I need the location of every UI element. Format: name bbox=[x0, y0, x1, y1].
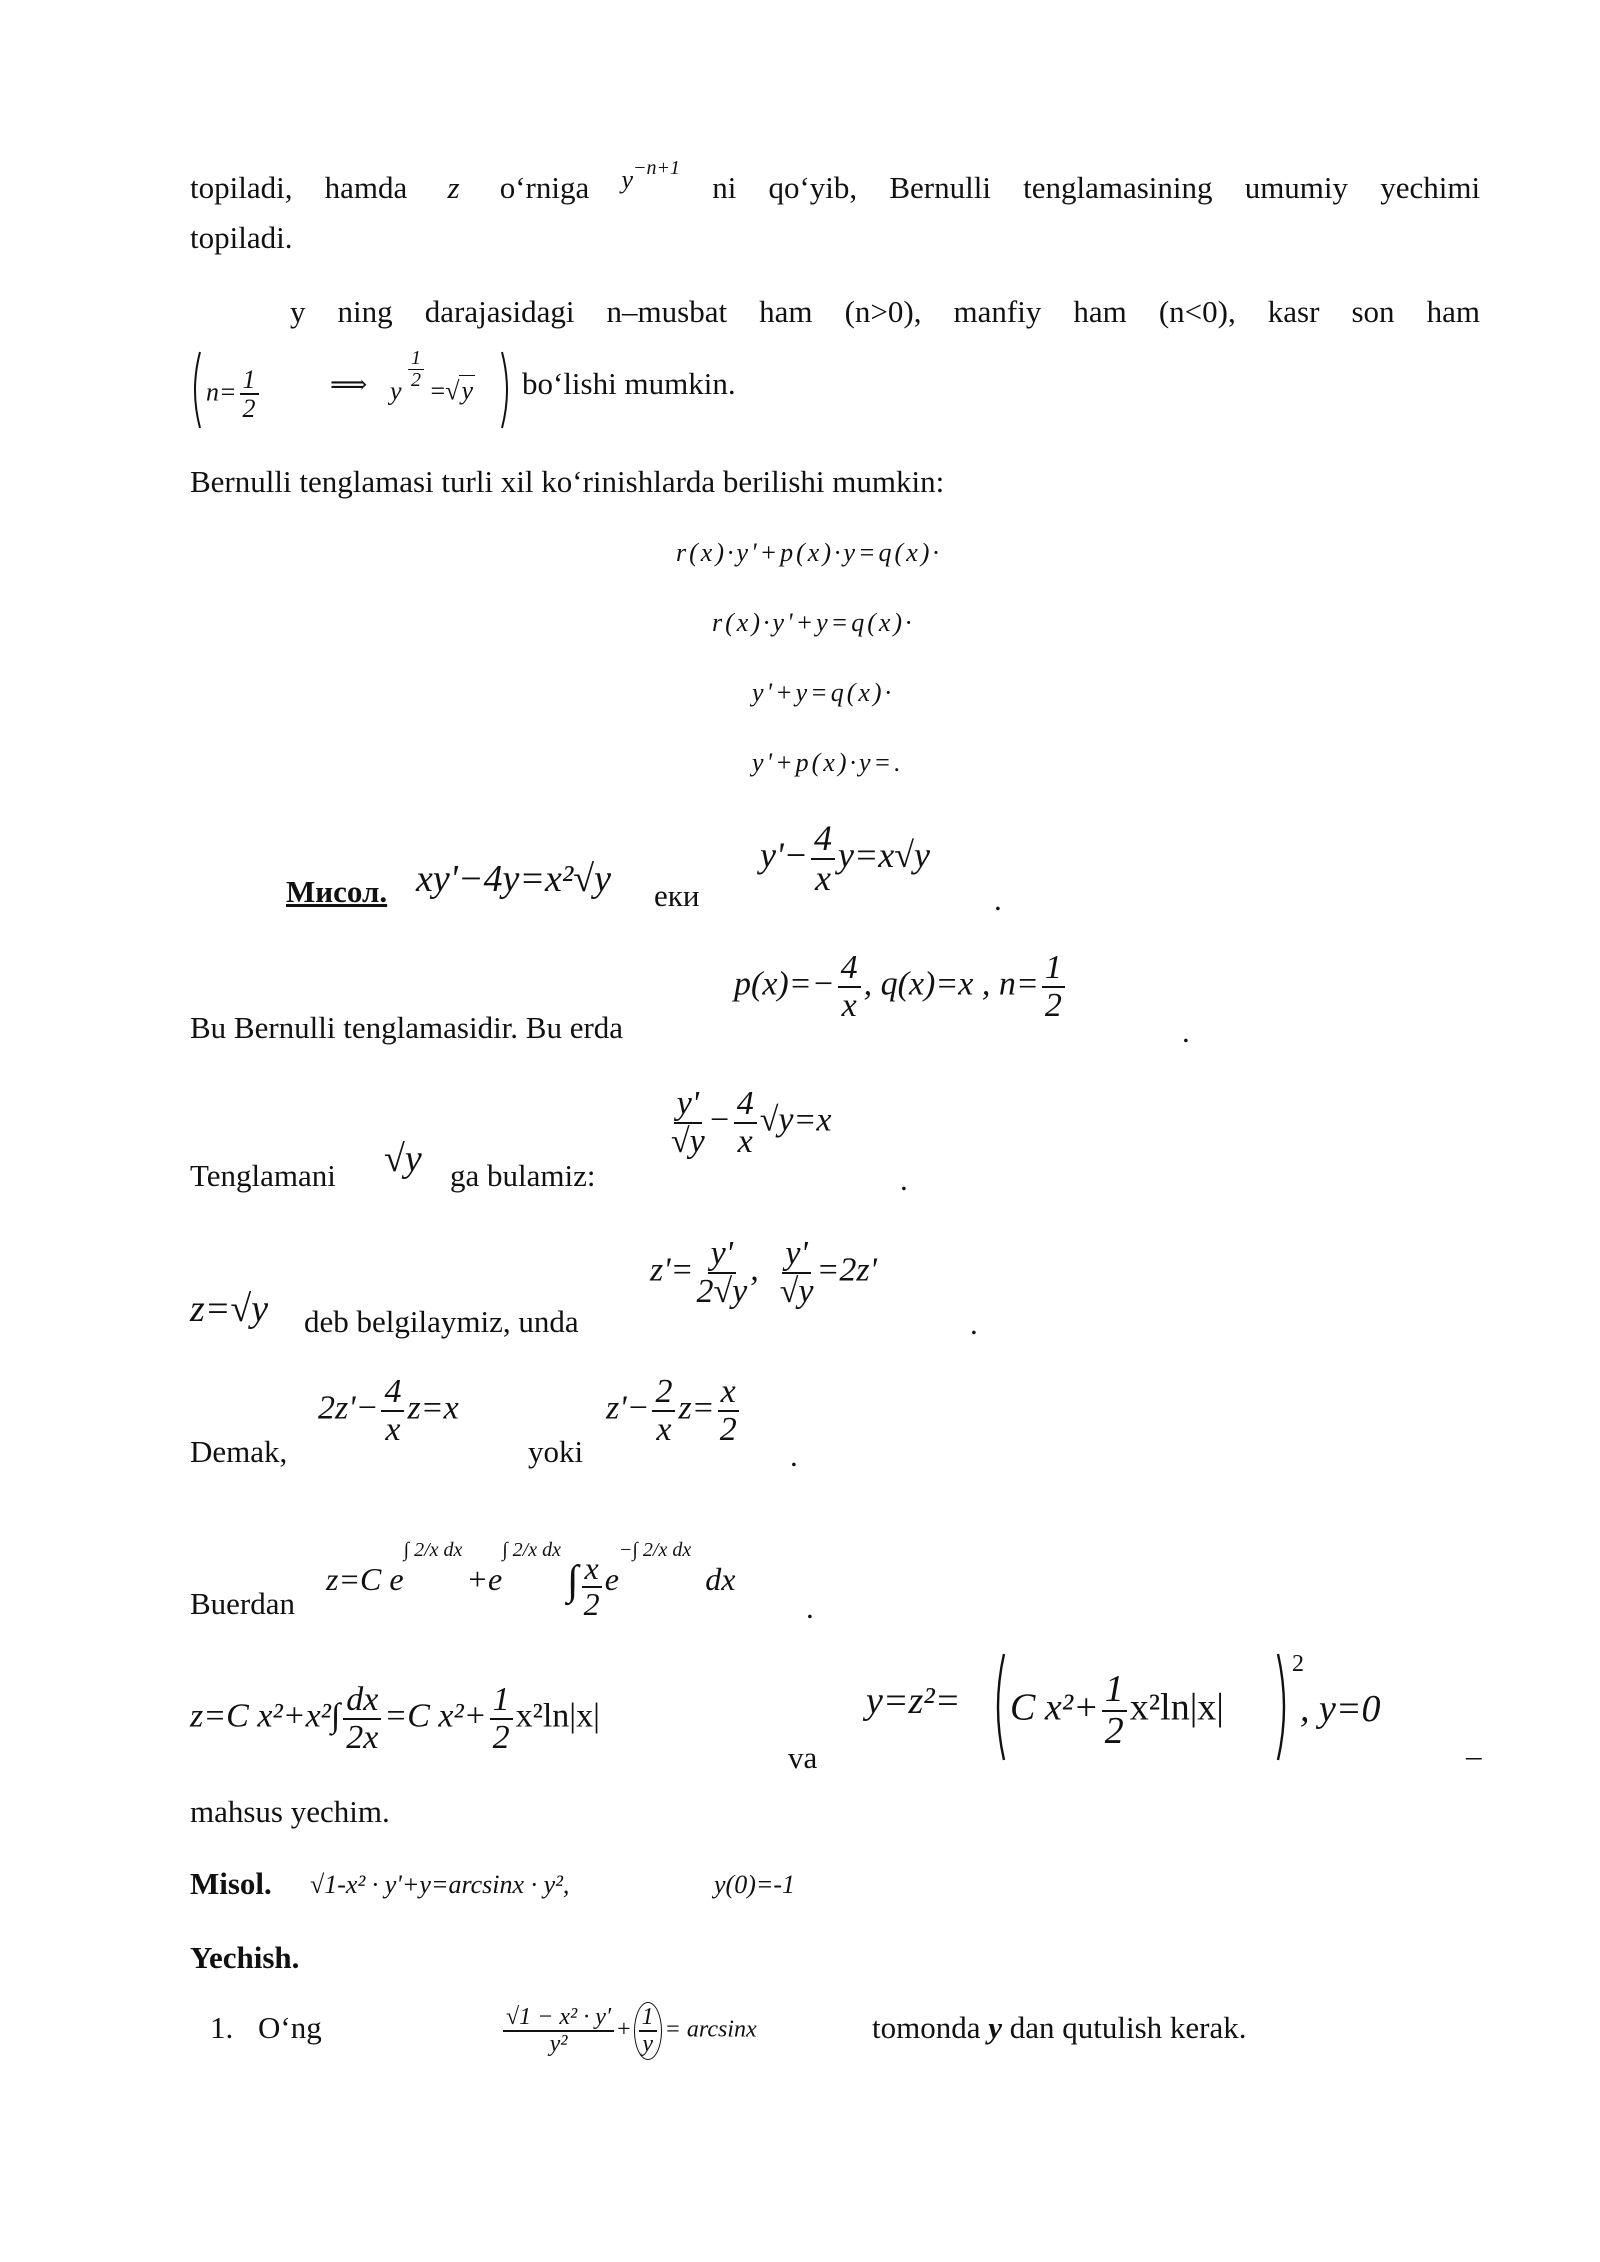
sub-f1-den: 2√y bbox=[696, 1272, 748, 1310]
form-3: y'+y=q(x)· bbox=[752, 678, 895, 707]
yechish-heading: Yechish. bbox=[190, 1940, 300, 1975]
misol-2-label: Misol. bbox=[190, 1866, 272, 1901]
step-1-b-post: dan qutulish kerak. bbox=[1009, 2010, 1247, 2045]
eq2-num: 4 bbox=[811, 820, 835, 860]
step-1-plus: + bbox=[617, 2016, 631, 2043]
buerdan-dot: . bbox=[806, 1590, 814, 1625]
demak-e2-frac bbox=[652, 1374, 675, 1447]
y-power-exp: −n+1 bbox=[633, 157, 680, 179]
sol-r4: , y=0 bbox=[1300, 1688, 1381, 1730]
para-1-text-a: topiladi, hamda bbox=[190, 170, 408, 205]
demak-label: Demak, bbox=[190, 1434, 288, 1469]
sub-eq bbox=[650, 1236, 877, 1309]
sol-frac-3 bbox=[1102, 1670, 1127, 1752]
half-den: 2 bbox=[242, 394, 256, 424]
sub-z-prime: z'= bbox=[650, 1251, 694, 1289]
demak-e1-num: 4 bbox=[381, 1374, 404, 1412]
buerdan-int: ∫ bbox=[566, 1557, 579, 1604]
right-paren bbox=[500, 350, 512, 430]
sub-rhs: =2z' bbox=[816, 1251, 877, 1289]
buerdan-frac bbox=[582, 1552, 602, 1621]
sub-frac-2 bbox=[780, 1236, 814, 1309]
div-frac-1 bbox=[671, 1086, 705, 1159]
buerdan-frac-num: x bbox=[582, 1552, 602, 1588]
misol-2-init: y(0)=-1 bbox=[714, 1870, 796, 1899]
form-4: y'+p(x)·y=. bbox=[752, 748, 904, 777]
sol-frac-1 bbox=[343, 1682, 381, 1755]
div-sqrt-y: √y bbox=[384, 1138, 422, 1180]
step-1-f-den: y² bbox=[549, 2031, 568, 2058]
example-1-eq1: xy'−4y=x²√y bbox=[416, 858, 611, 900]
demak-yoki: yoki bbox=[528, 1434, 584, 1469]
buerdan-exp3: −∫ 2/x dx bbox=[618, 1538, 692, 1561]
sol-right-paren bbox=[1276, 1652, 1290, 1762]
div-minus: − bbox=[707, 1101, 731, 1139]
sub-text: deb belgilaymiz, unda bbox=[304, 1304, 579, 1339]
sol-dash: – bbox=[1466, 1738, 1482, 1773]
sol-square: 2 bbox=[1292, 1651, 1304, 1677]
para-3: Bernulli tenglamasi turli xil ko‘rinishlarda berilishi mumkin: bbox=[190, 464, 945, 499]
step-1-c-den: y bbox=[642, 2031, 653, 2058]
step-1-circled-frac bbox=[634, 2002, 662, 2060]
y-half-exp-den: 2 bbox=[411, 369, 422, 391]
sol-r3: x²ln|x| bbox=[1129, 1686, 1224, 1729]
demak-e1-b: z=x bbox=[407, 1389, 459, 1427]
eq2-b: y=x√y bbox=[837, 835, 930, 876]
buerdan-eq bbox=[326, 1500, 735, 1620]
y-half-exp bbox=[408, 348, 424, 391]
implies-arrow: ⟹ bbox=[330, 370, 368, 399]
sub-lhs: z=√y bbox=[190, 1288, 269, 1330]
para-1-text-c: ni qo‘yib, Bernulli tenglamasining umumiy yechimi bbox=[712, 170, 1481, 205]
y-power-base: y bbox=[621, 165, 633, 194]
para-2-line-2: bo‘lishi mumkin. bbox=[522, 366, 736, 401]
div-eq bbox=[668, 1086, 832, 1159]
demak-e2-rden: 2 bbox=[719, 1410, 737, 1448]
demak-e1-frac bbox=[381, 1374, 404, 1447]
bern-n-den: 2 bbox=[1044, 986, 1062, 1024]
bern-p: p(x)=− bbox=[734, 965, 835, 1003]
div-f1-den: √y bbox=[671, 1122, 705, 1160]
bern-dot: . bbox=[1182, 1014, 1190, 1049]
step-1-eq-rhs: = arcsinx bbox=[664, 2016, 757, 2043]
sub-frac-1 bbox=[696, 1236, 747, 1309]
demak-eq2 bbox=[606, 1374, 742, 1447]
sol-f3-den: 2 bbox=[1104, 1709, 1124, 1752]
left-paren bbox=[190, 350, 202, 430]
sol-mahsus: mahsus yechim. bbox=[190, 1794, 390, 1829]
sol-r2: C x²+ bbox=[1010, 1686, 1099, 1729]
buerdan-exp2: ∫ 2/x dx bbox=[502, 1538, 561, 1561]
buerdan-a: z=C e bbox=[326, 1560, 404, 1597]
sol-l1: z=C x²+x²∫ bbox=[190, 1697, 341, 1735]
step-1-b-y: y bbox=[988, 2010, 1003, 2045]
demak-dot: . bbox=[790, 1438, 798, 1473]
y-half-exp-num: 1 bbox=[408, 348, 424, 370]
para-1-line-1 bbox=[190, 157, 1481, 205]
n-eq: n= bbox=[206, 377, 237, 407]
eq2-fraction bbox=[811, 820, 835, 898]
buerdan-dx: dx bbox=[705, 1560, 736, 1597]
solution-y-inner bbox=[1010, 1670, 1224, 1752]
sqrt-arg: y bbox=[461, 376, 474, 406]
step-1-f-num: √1 − x² · y′ bbox=[503, 2005, 614, 2032]
bern-n-frac bbox=[1042, 950, 1065, 1023]
demak-e1-den: x bbox=[385, 1410, 401, 1448]
para-2-line-1: y ning darajasidagi n–musbat ham (n>0), manfiy ham (n<0), kasr son ham bbox=[290, 294, 1480, 329]
bern-p-num: 4 bbox=[838, 950, 861, 988]
buerdan-e: e bbox=[604, 1560, 619, 1597]
sol-r1: y=z²= bbox=[866, 1680, 961, 1722]
example-1-or: еки bbox=[654, 878, 700, 913]
sol-f3-num: 1 bbox=[1102, 1670, 1127, 1712]
step-1-frac bbox=[503, 2005, 614, 2057]
para-1-text-b: o‘rniga bbox=[499, 170, 590, 205]
bern-params bbox=[734, 950, 1068, 1023]
div-text-a: Tenglamani bbox=[190, 1158, 336, 1193]
sol-f1-num: dx bbox=[343, 1682, 381, 1720]
eq2-den: x bbox=[814, 857, 831, 898]
buerdan-label: Buerdan bbox=[190, 1586, 296, 1621]
bern-n-num: 1 bbox=[1042, 950, 1065, 988]
bern-p-frac bbox=[838, 950, 861, 1023]
div-dot: . bbox=[900, 1162, 908, 1197]
half-num: 1 bbox=[240, 366, 259, 395]
sub-comma: , bbox=[750, 1251, 759, 1289]
demak-e2-rnum: x bbox=[718, 1374, 739, 1412]
demak-e2-b: z= bbox=[678, 1389, 715, 1427]
div-text-b: ga bulamiz: bbox=[450, 1158, 596, 1193]
div-frac-2 bbox=[734, 1086, 757, 1159]
bern-text: Bu Bernulli tenglamasidir. Bu erda bbox=[190, 1010, 624, 1045]
step-1-num: 1. bbox=[210, 2010, 234, 2045]
step-1-eq bbox=[500, 2002, 757, 2060]
demak-e2-a: z'− bbox=[606, 1389, 650, 1427]
buerdan-frac-den: 2 bbox=[583, 1585, 600, 1622]
div-rest: √y=x bbox=[759, 1101, 832, 1139]
solution-y bbox=[866, 1670, 961, 1722]
y-half-expr bbox=[390, 347, 475, 415]
sol-va: va bbox=[788, 1740, 818, 1775]
sub-f2-num: y' bbox=[782, 1236, 810, 1274]
step-1-a: O‘ng bbox=[258, 2010, 322, 2045]
sub-f2-den: √y bbox=[779, 1272, 814, 1310]
eq2-a: y'− bbox=[760, 835, 808, 876]
sol-left-paren bbox=[992, 1652, 1006, 1762]
sol-l3: x²ln|x| bbox=[515, 1697, 600, 1735]
example-1-eq2 bbox=[760, 820, 930, 898]
demak-e2-den: x bbox=[656, 1410, 672, 1448]
para-1-line-2: topiladi. bbox=[190, 220, 293, 255]
buerdan-plus-e: +e bbox=[466, 1560, 503, 1597]
example-1-label: Мисол. bbox=[286, 874, 388, 909]
step-1-b-pre: tomonda bbox=[872, 2010, 981, 2045]
div-f2-num: 4 bbox=[734, 1086, 757, 1124]
sol-f1-den: 2x bbox=[346, 1718, 379, 1756]
eq-sqrt: =√ bbox=[430, 376, 460, 406]
sol-f2-num: 1 bbox=[490, 1682, 513, 1720]
form-2: r(x)·y'+y=q(x)· bbox=[712, 608, 915, 637]
demak-e1-a: 2z'− bbox=[318, 1389, 379, 1427]
half-fraction bbox=[240, 366, 259, 423]
demak-e2-num: 2 bbox=[652, 1374, 675, 1412]
n-half-expr bbox=[206, 366, 262, 423]
step-1-b bbox=[872, 2012, 1247, 2043]
sub-dot: . bbox=[970, 1306, 978, 1341]
misol-2-eq: √1-x² · y'+y=arcsinx · y², bbox=[310, 1870, 570, 1899]
step-1-c-num: 1 bbox=[639, 2005, 657, 2032]
demak-e2-rfrac bbox=[718, 1374, 739, 1447]
y-half-base: y bbox=[390, 376, 402, 406]
bern-q: , q(x)=x , n= bbox=[863, 965, 1039, 1003]
var-z: z bbox=[447, 170, 460, 205]
demak-eq1 bbox=[318, 1374, 459, 1447]
solution-z bbox=[190, 1682, 600, 1755]
sol-f2-den: 2 bbox=[492, 1718, 510, 1756]
div-f1-num: y' bbox=[674, 1086, 702, 1124]
sol-frac-2 bbox=[490, 1682, 513, 1755]
bern-p-den: x bbox=[841, 986, 857, 1024]
sub-f1-num: y' bbox=[708, 1236, 736, 1274]
div-f2-den: x bbox=[737, 1122, 753, 1160]
buerdan-exp1: ∫ 2/x dx bbox=[403, 1538, 463, 1561]
example-1-dot: . bbox=[994, 882, 1002, 917]
sol-l2: =C x²+ bbox=[384, 1697, 487, 1735]
form-1: r(x)·y'+p(x)·y=q(x)· bbox=[676, 538, 942, 567]
